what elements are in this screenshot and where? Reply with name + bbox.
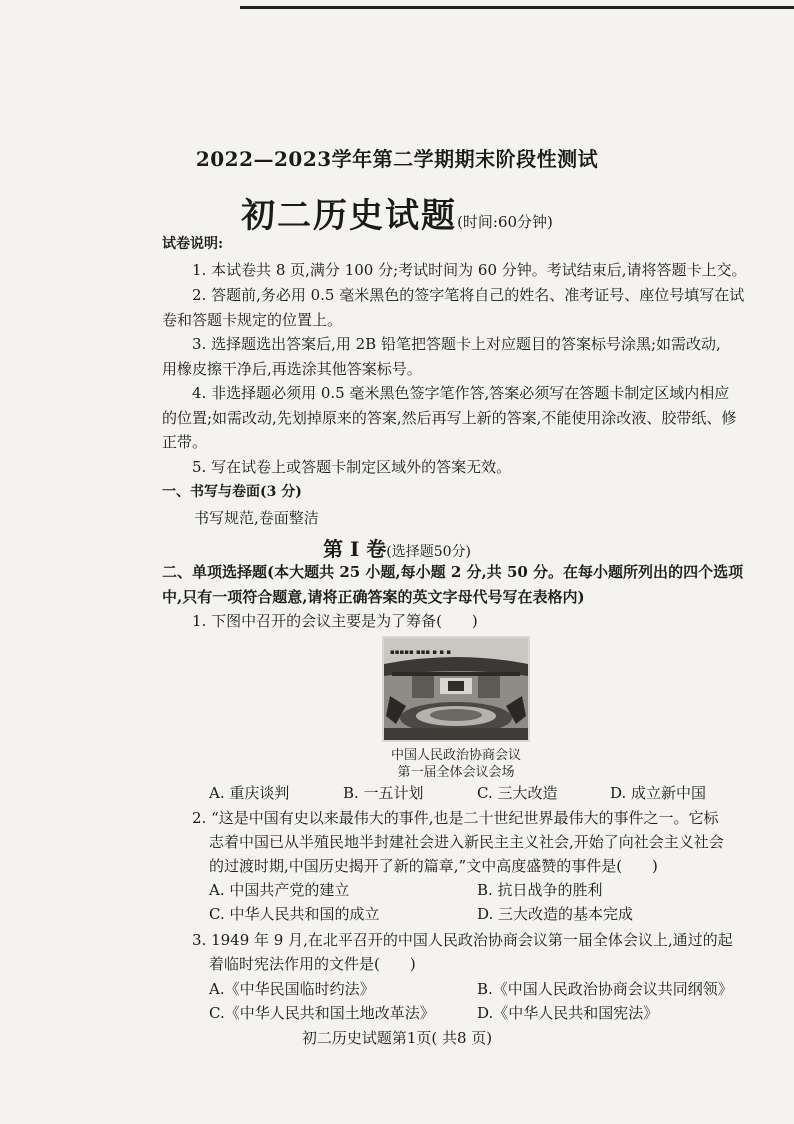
photo-banner-glyphs: ▪▪▪▪▪ ▪▪▪ ▪ ▪ ▪ [390, 648, 452, 656]
question-1-option-b: B. 一五计划 [343, 784, 424, 802]
subject-name: 初二历史试题 [241, 196, 458, 236]
question-1-option-d: D. 成立新中国 [610, 784, 707, 802]
question-1-option-c: C. 三大改造 [477, 784, 558, 802]
exam-title: 2022—2023学年第二学期期末阶段性测试 [195, 147, 599, 171]
section1-heading: 一、书写与卷面(3 分) [162, 484, 302, 500]
section2-heading-line-2: 中,只有一项符合题意,请将正确答案的英文字母代号写在表格内) [162, 588, 585, 606]
question-3-stem-line-2: 着临时宪法作用的文件是( ) [209, 955, 416, 973]
section1-note: 书写规范,卷面整洁 [194, 509, 319, 527]
instruction-2-line-2: 卷和答题卡规定的位置上。 [162, 311, 343, 329]
question-2-option-a: A. 中国共产党的建立 [209, 881, 350, 899]
question-2-stem-line-1: 2. “这是中国有史以来最伟大的事件,也是二十世纪世界最伟大的事件之一。它标 [192, 809, 719, 827]
instruction-4-line-2: 的位置;如需改动,先划掉原来的答案,然后再写上新的答案,不能使用涂改液、胶带纸、修 [162, 409, 737, 427]
question-2-stem-line-2: 志着中国已从半殖民地半封建社会进入新民主主义社会,开始了向社会主义社会 [209, 833, 724, 851]
instructions-heading: 试卷说明: [162, 236, 224, 252]
figure-caption-line-1: 中国人民政治协商会议 [390, 748, 521, 763]
instruction-3-line-1: 3. 选择题选出答案后,用 2B 铅笔把答题卡上对应题目的答案标号涂黑;如需改动, [192, 335, 721, 353]
question-3-option-b: B.《中国人民政治协商会议共同纲领》 [477, 980, 733, 998]
question-2-option-c: C. 中华人民共和国的成立 [209, 905, 380, 923]
scan-top-edge [240, 6, 794, 9]
part1-title [0, 533, 794, 562]
conference-hall-photo [382, 636, 530, 742]
instruction-3-line-2: 用橡皮擦干净后,再选涂其他答案标号。 [162, 360, 422, 378]
question-1-stem: 1. 下图中召开的会议主要是为了筹备( ) [192, 612, 478, 630]
question-2-option-d: D. 三大改造的基本完成 [477, 905, 634, 923]
instruction-2-line-1: 2. 答题前,务必用 0.5 毫米黑色的签字笔将自己的姓名、准考证号、座位号填写在试 [192, 286, 745, 304]
question-3-option-c: C.《中华人民共和国土地改革法》 [209, 1004, 435, 1022]
instruction-1: 1. 本试卷共 8 页,满分 100 分;考试时间为 60 分钟。考试结束后,请将答题卡上交。 [192, 261, 747, 279]
question-3-stem-line-1: 3. 1949 年 9 月,在北平召开的中国人民政治协商会议第一届全体会议上,通过的起 [192, 931, 733, 949]
figure-caption-line-2: 第一届全体会议会场 [397, 765, 515, 780]
page-footer: 初二历史试题第1页( 共8 页) [301, 1029, 493, 1047]
time-note: (时间:60分钟) [457, 213, 553, 231]
question-3-option-d: D.《中华人民共和国宪法》 [477, 1004, 659, 1022]
part1-note: (选择题50分) [386, 544, 472, 560]
instruction-5: 5. 写在试卷上或答题卡制定区域外的答案无效。 [192, 458, 512, 476]
instruction-4-line-1: 4. 非选择题必须用 0.5 毫米黑色签字笔作答,答案必须写在答题卡制定区域内相应 [192, 384, 730, 402]
section2-heading-line-1: 二、单项选择题(本大题共 25 小题,每小题 2 分,共 50 分。在每小题所列出的四个选项 [162, 563, 744, 581]
subject-title [0, 188, 794, 237]
instruction-4-line-3: 正带。 [162, 433, 208, 451]
question-2-stem-line-3: 的过渡时期,中国历史揭开了新的篇章,”文中高度盛赞的事件是( ) [209, 857, 658, 875]
question-3-option-a: A.《中华民国临时约法》 [209, 980, 375, 998]
part1-name: 第 I 卷 [322, 537, 387, 561]
question-1-option-a: A. 重庆谈判 [209, 784, 290, 802]
question-2-option-b: B. 抗日战争的胜利 [477, 881, 603, 899]
